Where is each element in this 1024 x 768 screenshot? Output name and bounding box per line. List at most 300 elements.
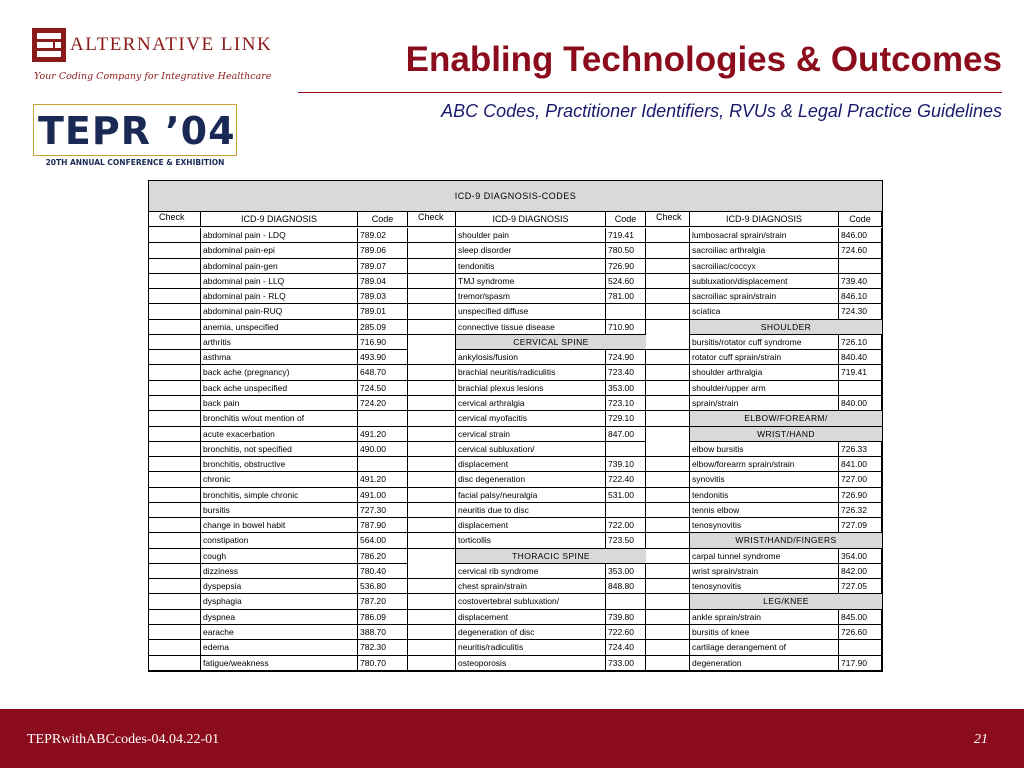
table-row <box>149 411 408 426</box>
code-cell <box>358 457 408 472</box>
section-header-row <box>408 335 646 350</box>
check-cell[interactable] <box>646 243 690 258</box>
table-row <box>149 427 408 442</box>
check-cell[interactable] <box>149 457 201 472</box>
table-row <box>408 289 646 304</box>
section-label: CERVICAL SPINE <box>513 336 589 347</box>
table-row <box>408 320 646 335</box>
code-cell <box>358 411 408 426</box>
column-header-row <box>408 212 646 227</box>
table-row <box>149 396 408 411</box>
code-cell: 723.10 <box>606 396 646 411</box>
diagnosis-cell: neuritis/radiculitis <box>456 640 606 655</box>
check-cell[interactable] <box>149 411 201 426</box>
diagnosis-cell: sciatica <box>690 304 839 319</box>
check-cell[interactable] <box>149 320 201 335</box>
code-cell: 719.41 <box>606 228 646 243</box>
diagnosis-cell: connective tissue disease <box>456 320 606 335</box>
code-cell: 724.60 <box>839 243 882 258</box>
code-header: Code <box>358 212 408 227</box>
table-row <box>149 594 408 609</box>
code-cell: 724.90 <box>606 350 646 365</box>
check-cell[interactable] <box>149 427 201 442</box>
code-cell: 354.00 <box>839 549 882 564</box>
table-row <box>408 610 646 625</box>
code-header: Code <box>606 212 646 227</box>
code-cell: 787.20 <box>358 594 408 609</box>
table-row <box>408 442 646 457</box>
diagnosis-cell: displacement <box>456 610 606 625</box>
check-cell[interactable] <box>408 640 456 655</box>
check-cell[interactable] <box>408 335 456 350</box>
diagnosis-cell: chronic <box>201 472 358 487</box>
page-subtitle: ABC Codes, Practitioner Identifiers, RVUs & Legal Practice Guidelines <box>441 101 1002 121</box>
diagnosis-cell: ankle sprain/strain <box>690 610 839 625</box>
diagnosis-cell: tendonitis <box>690 488 839 503</box>
diagnosis-cell: abdominal pain-epi <box>201 243 358 258</box>
check-cell[interactable] <box>408 259 456 274</box>
diagnosis-cell: cartilage derangement of <box>690 640 839 655</box>
table-row <box>149 503 408 518</box>
check-cell[interactable] <box>408 594 456 609</box>
check-cell[interactable] <box>646 274 690 289</box>
check-cell[interactable] <box>149 518 201 533</box>
diagnosis-cell: elbow bursitis <box>690 442 839 457</box>
table-row <box>408 579 646 594</box>
code-cell: 717.90 <box>839 656 882 671</box>
check-cell[interactable] <box>646 427 690 442</box>
table-row <box>149 625 408 640</box>
code-cell: 726.90 <box>839 488 882 503</box>
diagnosis-cell: earache <box>201 625 358 640</box>
check-cell[interactable] <box>149 488 201 503</box>
check-cell[interactable] <box>149 442 201 457</box>
check-cell[interactable] <box>408 381 456 396</box>
diagnosis-cell: neuritis due to disc <box>456 503 606 518</box>
table-row <box>408 228 646 243</box>
code-cell: 789.03 <box>358 289 408 304</box>
diagnosis-cell: rotator cuff sprain/strain <box>690 350 839 365</box>
table-row <box>646 442 882 457</box>
code-cell: 564.00 <box>358 533 408 548</box>
diagnosis-cell: bronchitis w/out mention of <box>201 411 358 426</box>
table-row <box>149 472 408 487</box>
code-cell: 733.00 <box>606 656 646 671</box>
code-cell: 726.60 <box>839 625 882 640</box>
table-row <box>149 289 408 304</box>
code-cell: 726.10 <box>839 335 882 350</box>
check-cell[interactable] <box>646 411 690 426</box>
check-cell[interactable] <box>149 259 201 274</box>
check-cell[interactable] <box>408 396 456 411</box>
page-number: 21 <box>974 732 988 747</box>
table-row <box>408 350 646 365</box>
code-cell: 724.40 <box>606 640 646 655</box>
table-title-bar <box>149 181 882 212</box>
diagnosis-cell: ankylosis/fusion <box>456 350 606 365</box>
diagnosis-cell: tenosynovitis <box>690 518 839 533</box>
footer-bar <box>0 709 1024 768</box>
code-cell: 781.00 <box>606 289 646 304</box>
diagnosis-cell: dysphagia <box>201 594 358 609</box>
diagnosis-cell: change in bowel habit <box>201 518 358 533</box>
check-cell[interactable] <box>646 488 690 503</box>
logo-tagline: Your Coding Company for Integrative Healthcare <box>34 71 272 82</box>
section-label: ELBOW/FOREARM/ <box>744 413 828 424</box>
check-cell[interactable] <box>646 350 690 365</box>
table-row <box>408 259 646 274</box>
check-cell[interactable] <box>646 518 690 533</box>
code-cell: 727.00 <box>839 472 882 487</box>
check-cell[interactable] <box>408 564 456 579</box>
check-cell[interactable] <box>149 610 201 625</box>
code-cell: 842.00 <box>839 564 882 579</box>
check-cell[interactable] <box>646 442 690 457</box>
code-cell: 780.70 <box>358 656 408 671</box>
check-cell[interactable] <box>149 396 201 411</box>
diagnosis-cell: subluxation/displacement <box>690 274 839 289</box>
title-divider <box>298 92 1002 93</box>
section-header-row <box>408 549 646 564</box>
table-row <box>408 656 646 671</box>
section-header-row <box>646 427 882 442</box>
table-row <box>149 259 408 274</box>
diagnosis-cell: lumbosacral sprain/strain <box>690 228 839 243</box>
code-cell: 789.04 <box>358 274 408 289</box>
diagnosis-cell: brachial plexus lesions <box>456 381 606 396</box>
check-cell[interactable] <box>149 594 201 609</box>
check-cell[interactable] <box>646 610 690 625</box>
code-cell <box>839 381 882 396</box>
diagnosis-cell: costovertebral subluxation/ <box>456 594 606 609</box>
diagnosis-cell: arthritis <box>201 335 358 350</box>
table-row <box>646 289 882 304</box>
check-cell[interactable] <box>408 304 456 319</box>
check-cell[interactable] <box>646 549 690 564</box>
code-cell: 727.05 <box>839 579 882 594</box>
check-cell[interactable] <box>646 656 690 671</box>
table-row <box>149 320 408 335</box>
diagnosis-cell: sprain/strain <box>690 396 839 411</box>
check-cell[interactable] <box>408 350 456 365</box>
diagnosis-cell: degeneration of disc <box>456 625 606 640</box>
code-cell <box>839 640 882 655</box>
diagnosis-cell: tenosynovitis <box>690 579 839 594</box>
code-cell: 789.01 <box>358 304 408 319</box>
code-cell: 722.60 <box>606 625 646 640</box>
diagnosis-cell: chest sprain/strain <box>456 579 606 594</box>
check-cell[interactable] <box>408 610 456 625</box>
code-cell: 490.00 <box>358 442 408 457</box>
diagnosis-cell: cervical arthralgia <box>456 396 606 411</box>
table-row <box>149 243 408 258</box>
check-cell[interactable] <box>646 304 690 319</box>
diagnosis-cell: abdominal pain - LDQ <box>201 228 358 243</box>
check-cell[interactable] <box>408 579 456 594</box>
code-cell: 786.09 <box>358 610 408 625</box>
check-cell[interactable] <box>408 365 456 380</box>
table-row <box>408 503 646 518</box>
table-row <box>646 472 882 487</box>
diagnosis-cell: torticollis <box>456 533 606 548</box>
diagnosis-cell: osteoporosis <box>456 656 606 671</box>
code-cell: 727.09 <box>839 518 882 533</box>
check-cell[interactable] <box>408 503 456 518</box>
code-cell: 726.33 <box>839 442 882 457</box>
check-cell[interactable] <box>408 427 456 442</box>
table-row <box>646 564 882 579</box>
table-row <box>408 411 646 426</box>
check-cell[interactable] <box>149 503 201 518</box>
table-row <box>646 228 882 243</box>
code-cell: 840.40 <box>839 350 882 365</box>
section-label: WRIST/HAND/FINGERS <box>735 535 837 546</box>
diagnosis-cell: sacroiliac arthralgia <box>690 243 839 258</box>
code-cell <box>606 442 646 457</box>
check-cell[interactable] <box>149 228 201 243</box>
section-header-row <box>646 411 882 426</box>
check-cell[interactable] <box>646 503 690 518</box>
check-cell[interactable] <box>408 488 456 503</box>
diagnosis-cell: cervical strain <box>456 427 606 442</box>
check-cell[interactable] <box>646 625 690 640</box>
diagnosis-cell: dyspepsia <box>201 579 358 594</box>
diagnosis-cell: cervical subluxation/ <box>456 442 606 457</box>
check-cell[interactable] <box>646 335 690 350</box>
check-cell[interactable] <box>408 320 456 335</box>
table-row <box>149 640 408 655</box>
code-cell: 710.90 <box>606 320 646 335</box>
diagnosis-cell: bursitis of knee <box>690 625 839 640</box>
check-cell[interactable] <box>646 289 690 304</box>
check-cell[interactable] <box>149 274 201 289</box>
icd9-diagnosis-table <box>148 180 883 672</box>
code-cell: 726.32 <box>839 503 882 518</box>
check-cell[interactable] <box>149 289 201 304</box>
table-row <box>646 396 882 411</box>
diagnosis-column-group <box>646 212 882 671</box>
code-cell: 739.10 <box>606 457 646 472</box>
check-header: Check <box>408 212 456 227</box>
check-cell[interactable] <box>646 579 690 594</box>
table-row <box>646 304 882 319</box>
check-cell[interactable] <box>408 243 456 258</box>
diagnosis-cell: abdominal pain - LLQ <box>201 274 358 289</box>
section-label: LEG/KNEE <box>763 596 809 607</box>
diagnosis-cell: sacroiliac sprain/strain <box>690 289 839 304</box>
check-cell[interactable] <box>646 228 690 243</box>
diagnosis-cell: constipation <box>201 533 358 548</box>
table-row <box>149 518 408 533</box>
tepr-logo-box <box>33 104 237 156</box>
table-row <box>149 335 408 350</box>
check-cell[interactable] <box>149 533 201 548</box>
diagnosis-cell: displacement <box>456 518 606 533</box>
diagnosis-cell: bronchitis, not specified <box>201 442 358 457</box>
code-cell <box>606 304 646 319</box>
code-cell: 789.02 <box>358 228 408 243</box>
table-row <box>408 518 646 533</box>
table-row <box>646 640 882 655</box>
check-cell[interactable] <box>408 533 456 548</box>
check-cell[interactable] <box>149 625 201 640</box>
code-cell: 780.50 <box>606 243 646 258</box>
check-cell[interactable] <box>149 243 201 258</box>
table-row <box>408 625 646 640</box>
code-cell: 789.06 <box>358 243 408 258</box>
table-row <box>408 594 646 609</box>
check-cell[interactable] <box>408 411 456 426</box>
check-cell[interactable] <box>149 579 201 594</box>
check-header: Check <box>646 212 690 227</box>
diagnosis-cell: dyspnea <box>201 610 358 625</box>
table-row <box>149 564 408 579</box>
check-cell[interactable] <box>149 335 201 350</box>
check-cell[interactable] <box>408 549 456 564</box>
check-cell[interactable] <box>149 549 201 564</box>
check-cell[interactable] <box>408 518 456 533</box>
code-cell <box>606 503 646 518</box>
check-cell[interactable] <box>149 640 201 655</box>
check-cell[interactable] <box>149 564 201 579</box>
code-cell: 285.09 <box>358 320 408 335</box>
tepr-logo-subtitle: 20TH ANNUAL CONFERENCE & EXHIBITION <box>45 158 225 167</box>
code-cell <box>606 594 646 609</box>
table-row <box>149 488 408 503</box>
table-row <box>408 396 646 411</box>
table-row <box>408 472 646 487</box>
diagnosis-cell: elbow/forearm sprain/strain <box>690 457 839 472</box>
code-cell: 787.90 <box>358 518 408 533</box>
section-label: WRIST/HAND <box>757 428 815 439</box>
check-cell[interactable] <box>149 304 201 319</box>
code-cell: 739.80 <box>606 610 646 625</box>
table-row <box>149 304 408 319</box>
check-cell[interactable] <box>149 365 201 380</box>
diagnosis-cell: shoulder arthralgia <box>690 365 839 380</box>
table-row <box>646 365 882 380</box>
table-row <box>408 427 646 442</box>
code-cell: 722.00 <box>606 518 646 533</box>
diagnosis-cell: tennis elbow <box>690 503 839 518</box>
table-row <box>149 549 408 564</box>
footer-document-id: TEPRwithABCcodes-04.04.22-01 <box>27 732 220 747</box>
table-row <box>646 457 882 472</box>
table-row <box>149 610 408 625</box>
code-cell: 353.00 <box>606 564 646 579</box>
check-cell[interactable] <box>408 625 456 640</box>
table-row <box>149 365 408 380</box>
diagnosis-cell: abdominal pain-RUQ <box>201 304 358 319</box>
check-cell[interactable] <box>646 259 690 274</box>
table-row <box>646 625 882 640</box>
code-cell: 719.41 <box>839 365 882 380</box>
code-cell: 353.00 <box>606 381 646 396</box>
code-cell: 840.00 <box>839 396 882 411</box>
tepr-04-logo <box>33 104 237 168</box>
code-cell: 846.10 <box>839 289 882 304</box>
check-cell[interactable] <box>646 320 690 335</box>
check-cell[interactable] <box>646 396 690 411</box>
check-cell[interactable] <box>646 640 690 655</box>
check-cell[interactable] <box>408 289 456 304</box>
check-cell[interactable] <box>646 564 690 579</box>
table-row <box>646 656 882 671</box>
section-header-row <box>646 533 882 548</box>
diagnosis-cell: unspecified diffuse <box>456 304 606 319</box>
table-row <box>408 564 646 579</box>
code-cell: 491.20 <box>358 472 408 487</box>
table-row <box>646 350 882 365</box>
table-row <box>408 457 646 472</box>
check-cell[interactable] <box>408 656 456 671</box>
code-cell: 524.60 <box>606 274 646 289</box>
diagnosis-cell: back ache (pregnancy) <box>201 365 358 380</box>
check-cell[interactable] <box>408 228 456 243</box>
check-cell[interactable] <box>646 594 690 609</box>
alternative-link-logo <box>32 28 273 90</box>
check-cell[interactable] <box>149 381 201 396</box>
section-header-row <box>646 594 882 609</box>
code-header: Code <box>839 212 882 227</box>
diagnosis-cell: asthma <box>201 350 358 365</box>
check-cell[interactable] <box>646 365 690 380</box>
diagnosis-cell: cervical myofacitis <box>456 411 606 426</box>
check-cell[interactable] <box>646 457 690 472</box>
table-title: ICD-9 DIAGNOSIS-CODES <box>454 191 577 201</box>
check-cell[interactable] <box>646 533 690 548</box>
table-row <box>149 350 408 365</box>
table-row <box>408 533 646 548</box>
code-cell <box>839 259 882 274</box>
diagnosis-cell: acute exacerbation <box>201 427 358 442</box>
table-row <box>149 381 408 396</box>
diagnosis-cell: facial palsy/neuralgia <box>456 488 606 503</box>
diagnosis-header: ICD-9 DIAGNOSIS <box>201 212 358 227</box>
check-cell[interactable] <box>149 472 201 487</box>
diagnosis-cell: abdominal pain - RLQ <box>201 289 358 304</box>
table-row <box>646 579 882 594</box>
code-cell: 726.90 <box>606 259 646 274</box>
code-cell: 729.10 <box>606 411 646 426</box>
check-cell[interactable] <box>149 656 201 671</box>
code-cell: 780.40 <box>358 564 408 579</box>
check-cell[interactable] <box>646 472 690 487</box>
table-row <box>646 381 882 396</box>
diagnosis-cell: wrist sprain/strain <box>690 564 839 579</box>
diagnosis-cell: degeneration <box>690 656 839 671</box>
check-cell[interactable] <box>646 381 690 396</box>
code-cell: 722.40 <box>606 472 646 487</box>
diagnosis-header: ICD-9 DIAGNOSIS <box>456 212 606 227</box>
check-cell[interactable] <box>408 472 456 487</box>
table-row <box>149 656 408 671</box>
check-cell[interactable] <box>408 457 456 472</box>
check-cell[interactable] <box>408 442 456 457</box>
code-cell: 723.50 <box>606 533 646 548</box>
code-cell: 531.00 <box>606 488 646 503</box>
code-cell: 739.40 <box>839 274 882 289</box>
check-cell[interactable] <box>408 274 456 289</box>
diagnosis-cell: bronchitis, obstructive <box>201 457 358 472</box>
code-cell: 723.40 <box>606 365 646 380</box>
table-row <box>149 533 408 548</box>
check-header: Check <box>149 212 201 227</box>
check-cell[interactable] <box>149 350 201 365</box>
diagnosis-cell: sleep disorder <box>456 243 606 258</box>
diagnosis-cell: dizziness <box>201 564 358 579</box>
table-row <box>149 274 408 289</box>
